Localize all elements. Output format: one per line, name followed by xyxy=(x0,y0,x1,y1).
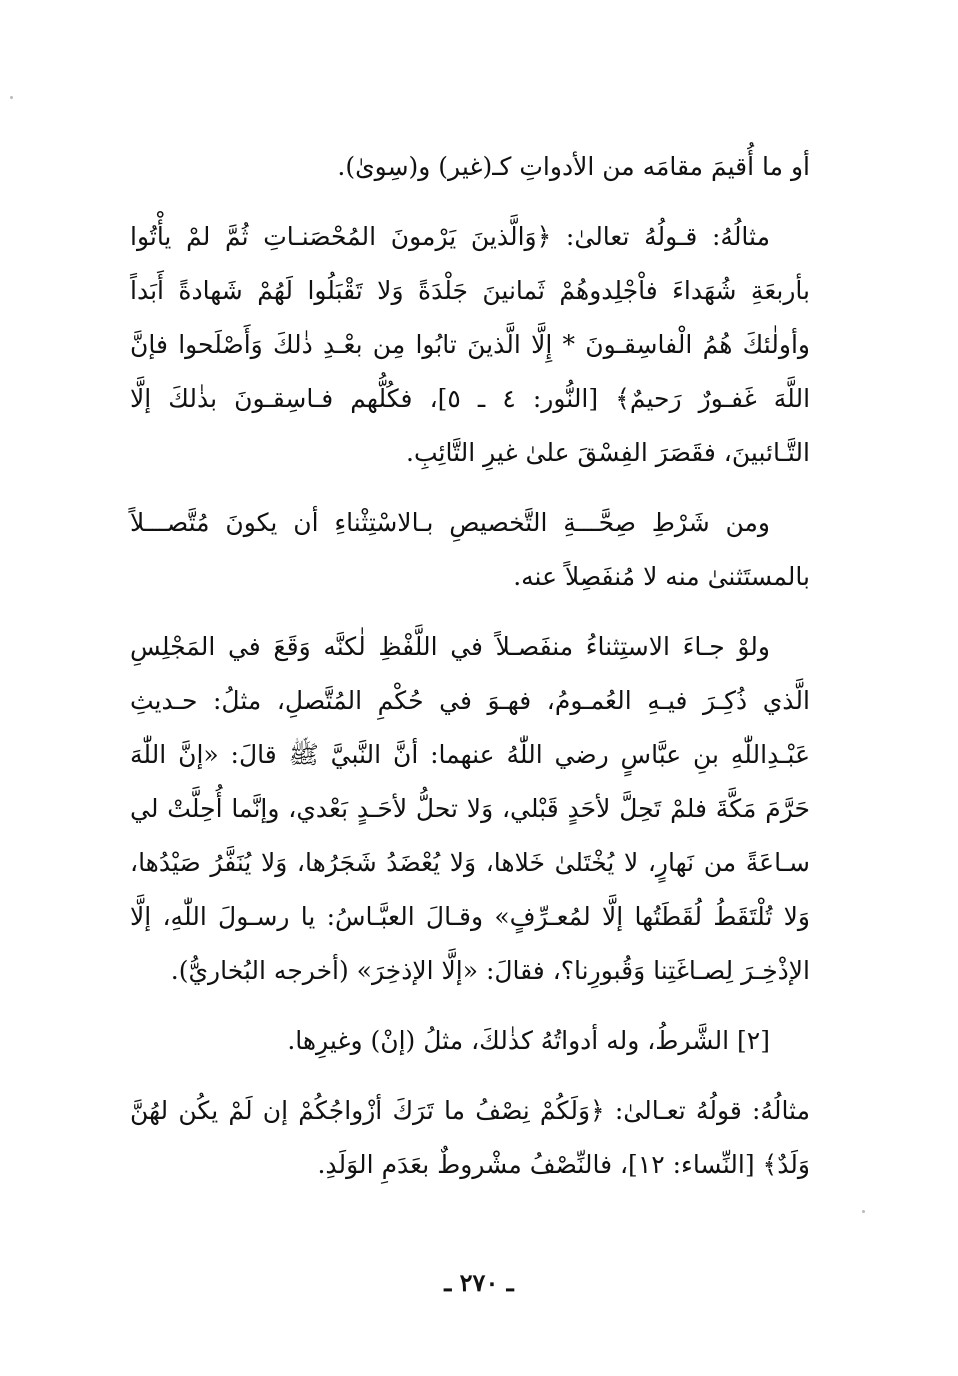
scan-speck xyxy=(10,96,13,99)
paragraph-example-nur: مثالُهُ: قـولُهُ تعالىٰ: ﴿وَالَّذينَ يَرْمونَ المُحْصَنـاتِ ثُمَّ لمْ يأْتُوا بأربعَةِ شُهَداءَ فاْجْلِدوهُمْ ثَمانينَ جَلْدَةً وَلا تَقْبَلُوا لَهُمْ شَهادةً أَبَداً وأولٰئكَ هُمُ الْفاسِقـونَ * إِلَّا الَّذينَ تابُوا مِن بعْـدِ ذٰلكَ وَأَصْلَحوا فإنَّ اللَّهَ غَفـورٌ رَحيمٌ﴾ [النُّور: ٤ ـ ٥]، فكُلُّهم فـاسِقـونَ بذٰلكَ إلَّا التَّـائبينَ، فقَصَرَ الفِسْقَ علىٰ غيرِ التَّائِبِ. xyxy=(130,222,811,467)
paragraph-separated-istithna: ولوْ جـاءَ الاستِثناءُ منفَصـلاً في اللَّفْظِ لٰكنَّه وَقَعَ في المَجْلِسِ الَّذي ذُكِـرَ فيـهِ العُمـومُ، فهـوَ في حُكْمِ المُتَّصلِ، مثلُ: حـديثِ عَبْـدِاللّٰهِ بنِ عبَّاسٍ رضي اللّٰهُ عنهما: أنَّ النَّبيَّ ﷺ قالَ: «إنَّ اللّٰهَ حَرَّمَ مَكَّةَ فلمْ تَحِلَّ لأحَدٍ قَبْلي، وَلا تحلُّ لأحَـدٍ بَعْدي، وإنَّما أُحِلَّتْ لي سـاعَةً من نَهارٍ، لا يُخْتَلىٰ خَلاها، وَلا يُعْضَدُ شَجَرُها، وَلا يُنَفَّرُ صَيْدُها، وَلا تُلْتَقَطُ لُقَطَتُها إلَّا لمُعـرِّفٍ» وقـالَ العبَّـاسُ: يا رسـولَ اللّٰهِ، إلَّا الإذْخِـرَ لِصـاغَتِنا وَقُبورِنا؟، فقالَ: «إلَّا الإذخِرَ» (أخرجه البُخاريُّ). xyxy=(130,632,810,985)
paragraph-continuation: أو ما أُقيمَ مقامَه من الأدواتِ كـ(غير) و(سِوىٰ). xyxy=(337,152,810,181)
paragraph-istithna-condition: ومن شَرْطِ صِحَّـــةِ التَّخصيصِ بـالاسْتِثْناءِ أن يكونَ مُتَّصـــلاً بالمستَثنىٰ منه لا مُنفَصِلاً عنه. xyxy=(130,508,810,591)
scan-speck xyxy=(862,1210,865,1213)
page-number: ـ ٢٧٠ ـ xyxy=(444,1268,514,1297)
page-body xyxy=(130,140,810,1192)
paragraph-shart-heading: [٢] الشَّرطُ، وله أدواتُهُ كذٰلكَ، مثلُ (إنْ) وغيرِها. xyxy=(287,1026,770,1055)
paragraph-example-nisa: مثالُهُ: قولُهُ تعـالىٰ: ﴿وَلَكُمْ نِصْفُ ما تَرَكَ أزْواجُكُمْ إن لَمْ يكُن لهُنَّ وَلَدٌ﴾ [النِّساء: ١٢]، فالنِّصْفُ مشْروطٌ بعَدَمِ الوَلَدِ. xyxy=(130,1096,810,1179)
